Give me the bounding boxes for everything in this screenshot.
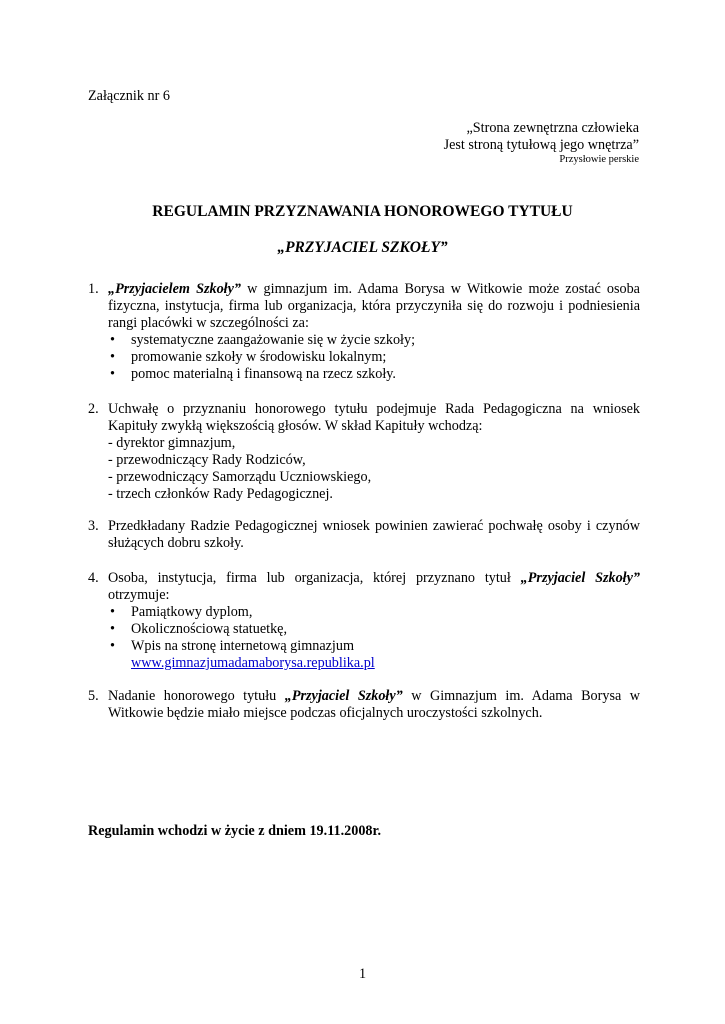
list-item: • pomoc materialną i finansową na rzecz szkoły. <box>108 366 640 383</box>
section-1 <box>88 281 640 383</box>
section-2 <box>88 401 640 503</box>
section-3-text: Przedkładany Radzie Pedagogicznej wniosek powinien zawierać pochwałę osoby i czynów służących dobru szkoły. <box>108 518 640 551</box>
motto <box>444 120 639 166</box>
annex-label: Załącznik nr 6 <box>88 88 170 104</box>
motto-line-2: Jest stroną tytułową jego wnętrza” <box>443 137 639 153</box>
section-1-number: 1. <box>88 281 99 297</box>
document-subtitle: „PRZYJACIEL SZKOŁY” <box>277 239 448 256</box>
list-item: - przewodniczący Samorządu Uczniowskiego, <box>108 469 372 485</box>
section-5-number: 5. <box>88 688 99 704</box>
list-item: - trzech członków Rady Pedagogicznej. <box>108 486 333 502</box>
list-item: • Wpis na stronę internetową gimnazjum <box>108 638 640 655</box>
section-4-body-b: otrzymuje: <box>108 587 170 603</box>
section-5-body-a: Nadanie honorowego tytułu <box>108 688 285 704</box>
website-link-line <box>131 655 640 672</box>
list-item: - przewodniczący Rady Rodziców, <box>108 452 306 468</box>
section-5-emphasis: „Przyjaciel Szkoły” <box>284 688 403 704</box>
page-number: 1 <box>358 966 367 982</box>
section-4-text <box>108 570 640 604</box>
section-1-bullets <box>108 332 640 383</box>
motto-line-1: „Strona zewnętrzna człowieka <box>466 120 639 136</box>
section-3 <box>88 518 640 552</box>
section-1-body: w gimnazjum im. Adama Borysa w Witkowie może zostać osoba fizyczna, instytucja, firma lub organizacja, która przyczyniła się do rozwoju i podniesienia rangi placówki w szczególności za: <box>108 281 640 331</box>
section-3-number: 3. <box>88 518 99 534</box>
section-4-emphasis: „Przyjaciel Szkoły” <box>520 570 641 586</box>
section-5-text <box>108 688 640 722</box>
motto-source: Przysłowie perskie <box>559 154 639 165</box>
section-4-body-a: Osoba, instytucja, firma lub organizacja, której przyznano tytuł <box>108 570 521 586</box>
document-title: REGULAMIN PRZYZNAWANIA HONOROWEGO TYTUŁU <box>152 203 573 220</box>
list-item: • promowanie szkoły w środowisku lokalnym; <box>108 349 640 366</box>
section-4 <box>88 570 640 672</box>
list-item: • Pamiątkowy dyplom, <box>108 604 640 621</box>
effective-date-note: Regulamin wchodzi w życie z dniem 19.11.2008r. <box>88 823 382 839</box>
section-1-emphasis: „Przyjacielem Szkoły” <box>108 281 242 297</box>
section-2-number: 2. <box>88 401 99 417</box>
list-item: • systematyczne zaangażowanie się w życie szkoły; <box>108 332 640 349</box>
section-2-members <box>108 435 640 503</box>
section-4-bullets <box>108 604 640 655</box>
website-link[interactable]: www.gimnazjumadamaborysa.republika.pl <box>131 655 375 671</box>
list-item: - dyrektor gimnazjum, <box>108 435 236 451</box>
list-item: • Okolicznościową statuetkę, <box>108 621 640 638</box>
section-5-body-b: w Gimnazjum im. Adama Borysa w Witkowie będzie miało miejsce podczas oficjalnych uroczystości szkolnych. <box>108 688 641 721</box>
section-1-text <box>108 281 640 332</box>
section-4-number: 4. <box>88 570 99 586</box>
section-2-text: Uchwałę o przyznaniu honorowego tytułu podejmuje Rada Pedagogiczna na wniosek Kapituły zwykłą większością głosów. W skład Kapituły wchodzą: <box>108 401 640 434</box>
section-5 <box>88 688 640 722</box>
